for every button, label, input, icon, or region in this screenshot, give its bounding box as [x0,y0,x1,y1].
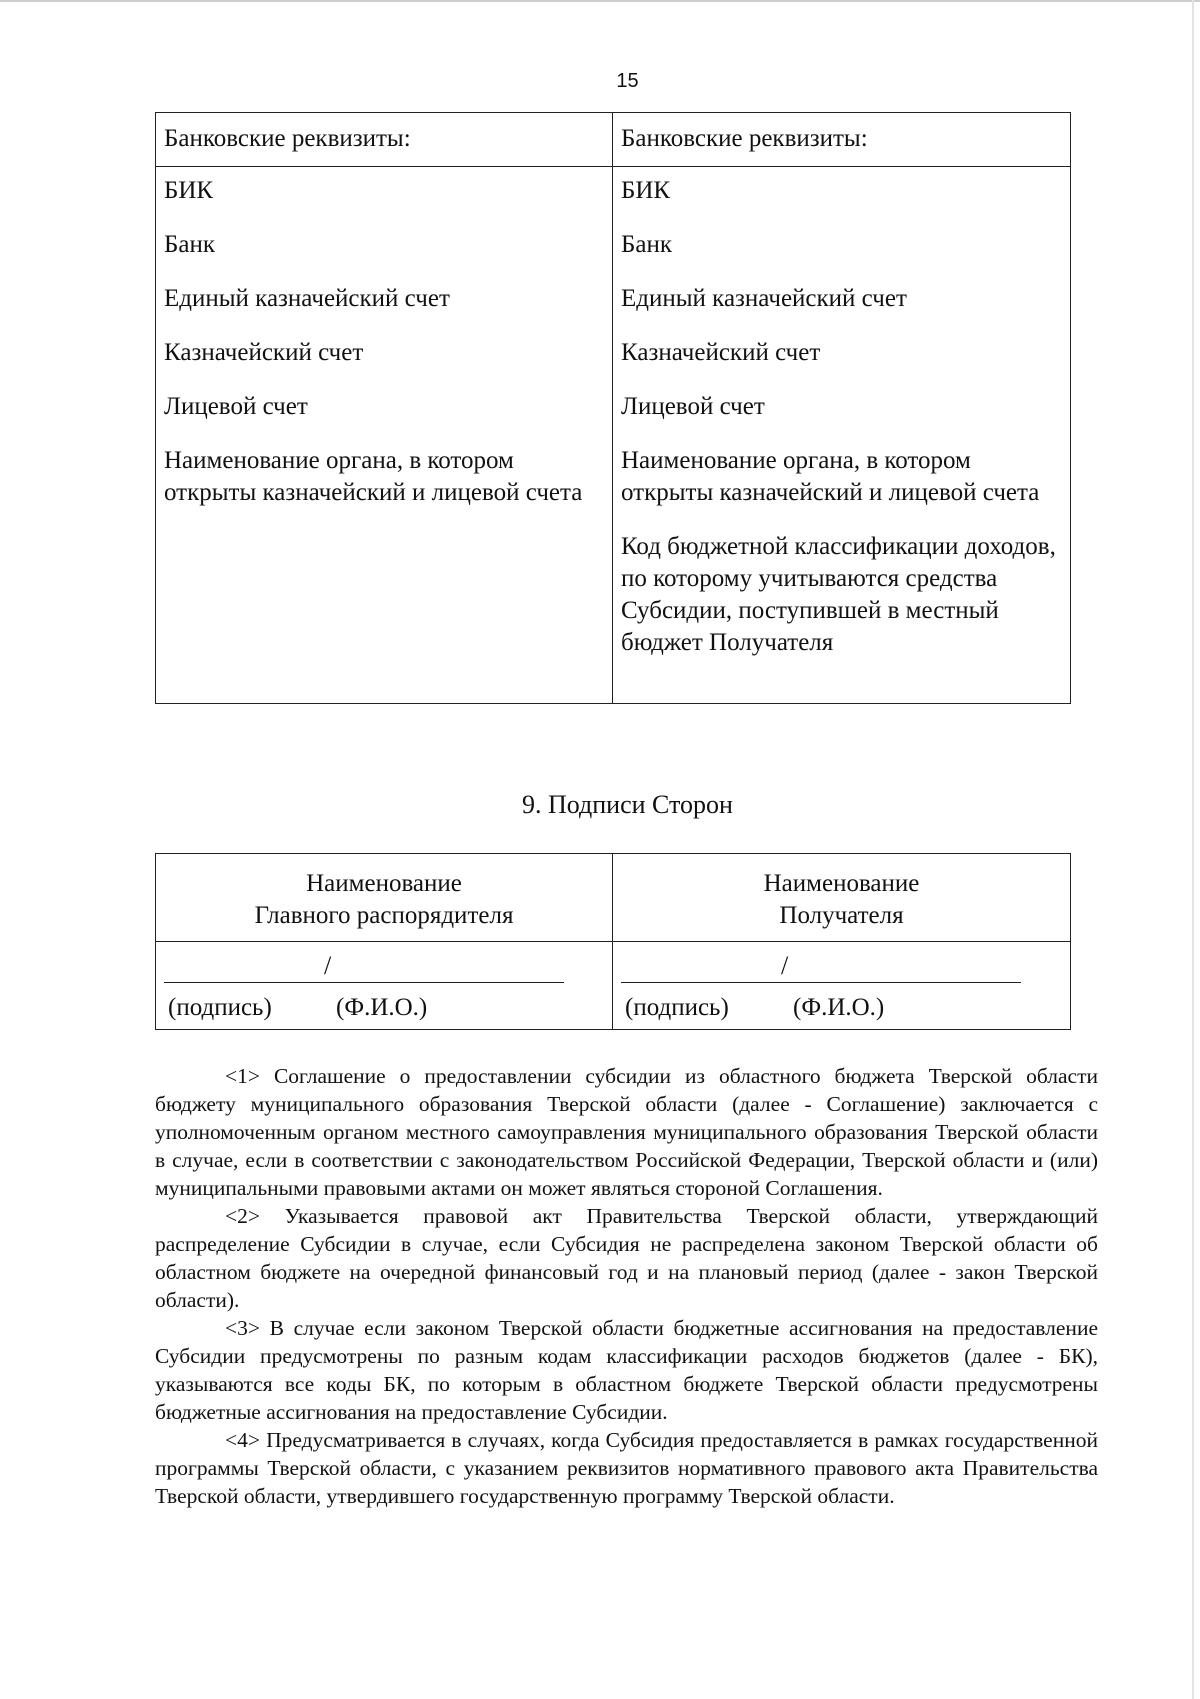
header-line: Получателя [779,902,904,929]
footnote-3: <3> В случае если законом Тверской области бюджетные ассигнования на предоставление Субсидии предусмотрены по разным кодам классификации расходов бюджетов (далее - БК), указываются все коды БК, по которым в областном бюджете Тверской области предусмотрены бюджетные ассигнования на предоставление Субсидии. [155,1316,1098,1424]
header-line: Наименование [763,870,920,897]
signature-cell-right [613,942,1071,1030]
scan-edge [1192,0,1194,1699]
footnote-1: <1> Соглашение о предоставлении субсидии из областного бюджета Тверской области бюджету муниципального образования Тверской области (далее - Соглашение) заключается с уполномоченным органом местного самоуправления муниципального образования Тверской области в случае, если в соответствии с законодательством Российской Федерации, Тверской области и (или) муниципальными правовыми актами он может являться стороной Соглашения. [155,1064,1098,1200]
signature-label: (подпись) [625,994,729,1021]
signature-header-left [156,854,613,942]
signature-line [621,950,1021,983]
field-personal-account: Лицевой счет [621,393,765,420]
name-label: (Ф.И.О.) [336,994,428,1021]
name-label: (Ф.И.О.) [793,994,885,1021]
field-single-treasury-account: Единый казначейский счет [621,285,907,312]
signatures-table [155,853,1071,1030]
bank-details-table [155,112,1071,704]
bank-fields-left [156,167,613,704]
field-account-authority: Наименование органа, в котором открыты казначейский и лицевой счета [621,447,1040,506]
header-line: Наименование [306,870,462,897]
slash: / [324,951,332,980]
signature-cell-left [156,942,613,1030]
footnote-4: <4> Предусматривается в случаях, когда Субсидия предоставляется в рамках государственной программы Тверской области, с указанием реквизитов нормативного правового акта Правительства Тверской области, утвердившего государственную программу Тверской области. [155,1428,1098,1508]
field-treasury-account: Казначейский счет [164,339,364,366]
footnotes [155,1062,1098,1510]
bank-fields-right [613,167,1071,704]
signature-label: (подпись) [168,994,272,1021]
scan-edge [0,0,1200,2]
field-bank: Банк [621,231,672,258]
header-line: Главного распорядителя [254,902,514,929]
bank-header-left: Банковские реквизиты: [156,113,613,167]
slash: / [781,951,789,980]
bank-header-right: Банковские реквизиты: [613,113,1071,167]
signature-header-right [613,854,1071,942]
section-title: 9. Подписи Сторон [522,790,733,819]
field-bank: Банк [164,231,215,258]
page-number: 15 [616,70,639,92]
field-budget-classification-code: Код бюджетной классификации доходов, по которому учитываются средства Субсидии, поступившей в местный бюджет Получателя [621,533,1056,656]
signature-line [164,950,564,983]
field-bik: БИК [164,177,214,204]
field-treasury-account: Казначейский счет [621,339,821,366]
field-personal-account: Лицевой счет [164,393,308,420]
field-single-treasury-account: Единый казначейский счет [164,285,450,312]
footnote-2: <2> Указывается правовой акт Правительства Тверской области, утверждающий распределение Субсидии в случае, если Субсидия не распределена законом Тверской области об областном бюджете на очередной финансовый год и на плановый период (далее - закон Тверской области). [155,1204,1098,1312]
field-bik: БИК [621,177,671,204]
field-account-authority: Наименование органа, в котором открыты казначейский и лицевой счета [164,447,583,506]
